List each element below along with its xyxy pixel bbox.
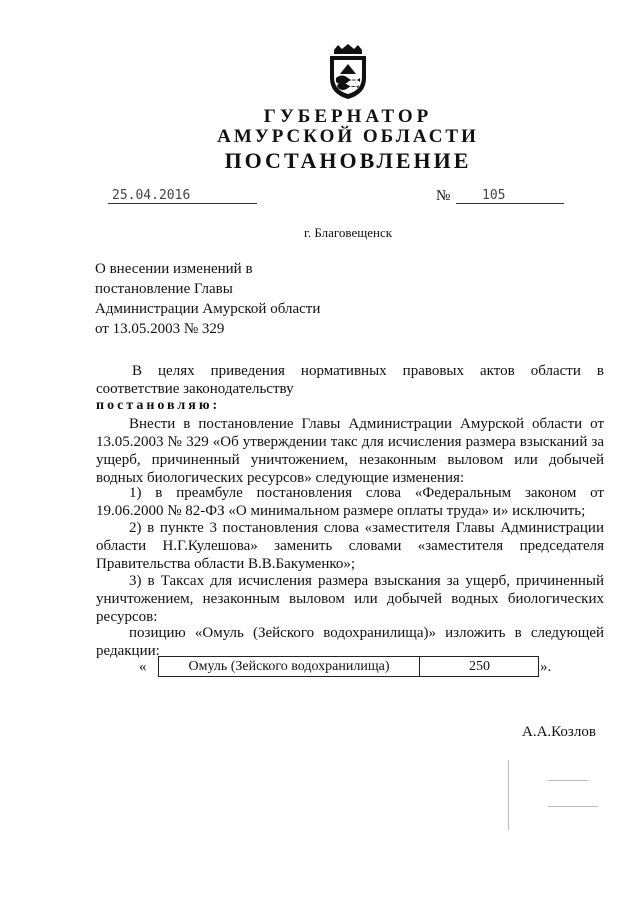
title-governor: ГУБЕРНАТОР	[263, 106, 433, 127]
paragraph-item-1: 1) в преамбуле постановления слова «Федеральным законом от 19.06.2000 № 82-ФЗ «О минимальном размере оплаты труда» и» исключить;	[96, 485, 604, 519]
decree-word: постановляю:	[96, 398, 221, 413]
tariff-table-row	[158, 656, 539, 677]
document-number: 105	[456, 188, 564, 204]
paragraph-item-2: 2) в пункте 3 постановления слова «заместителя Главы Администрации области Н.Г.Кулешова» заменить словами «заместителя председателя Правительства области В.В.Бакуменко»;	[96, 520, 604, 572]
scan-mark	[548, 806, 598, 807]
document-subject: О внесении изменений в постановление Главы Администрации Амурской области от 13.05.2003 № 329	[95, 261, 321, 337]
scan-mark	[508, 760, 509, 830]
document-date: 25.04.2016	[108, 188, 257, 204]
tariff-value-cell: 250	[469, 659, 490, 674]
number-sign: №	[436, 188, 451, 204]
table-close-quote: ».	[540, 659, 552, 675]
city: г. Благовещенск	[303, 225, 393, 240]
signer-name: А.А.Козлов	[522, 724, 596, 740]
table-open-quote: «	[139, 659, 147, 675]
coat-of-arms-emblem	[326, 44, 370, 100]
paragraph-item-3: 3) в Таксах для исчисления размера взыскания за ущерб, причиненный уничтожением, незаконным выловом или добычей водных биологических ресурсов:	[96, 573, 604, 625]
paragraph-main: Внести в постановление Главы Администрации Амурской области от 13.05.2003 № 329 «Об утверждении такс для исчисления размера взысканий за ущерб, причиненный уничтожением, незаконным выловом или добычей водных биологических ресурсов» следующие изменения:	[96, 416, 604, 486]
preamble-paragraph: В целях приведения нормативных правовых актов области в соответствие законодательству	[96, 363, 604, 397]
tariff-name-cell: Омуль (Зейского водохранилища)	[159, 657, 420, 676]
document-type: ПОСТАНОВЛЕНИЕ	[224, 148, 472, 173]
title-region: АМУРСКОЙ ОБЛАСТИ	[217, 126, 479, 147]
paragraph-position: позицию «Омуль (Зейского водохранилища)» изложить в следующей редакции:	[96, 625, 604, 659]
scan-mark	[548, 780, 588, 781]
